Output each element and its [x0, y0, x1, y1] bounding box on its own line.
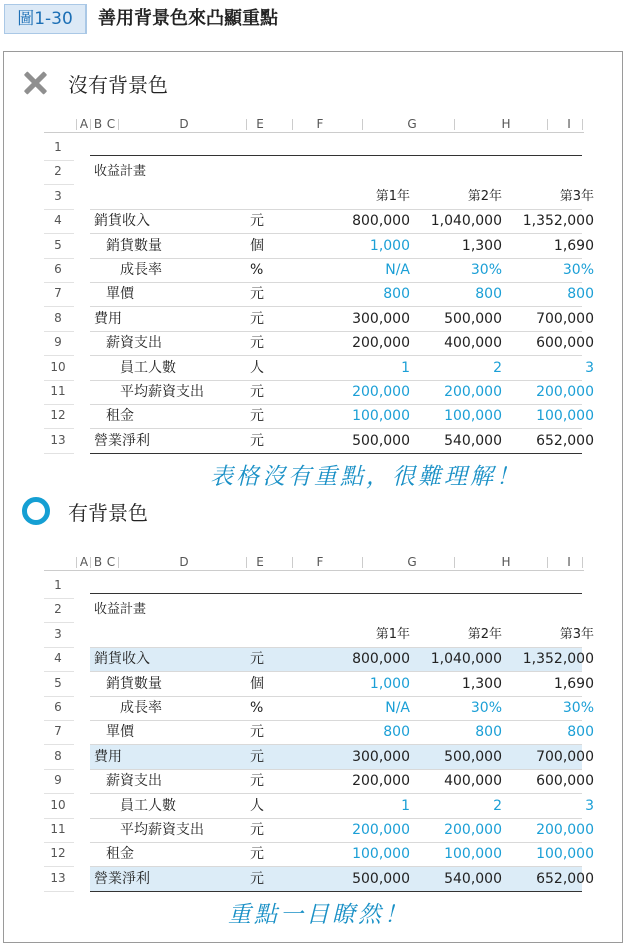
section-no-background-title: 沒有背景色	[68, 72, 168, 97]
row-divider	[90, 647, 582, 648]
table-row	[90, 331, 594, 355]
row-value: 652,000	[536, 432, 594, 449]
year-header: 第3年	[559, 188, 594, 204]
row-value: 1,000	[369, 675, 410, 692]
figure-label: 圖1-30	[4, 4, 86, 34]
column-header-divider	[118, 119, 119, 130]
row-value: 800	[475, 724, 502, 741]
column-header: B	[93, 117, 103, 131]
column-header-bar	[44, 116, 584, 132]
row-value: 500,000	[444, 310, 502, 327]
column-header-divider	[582, 119, 583, 130]
column-header-divider	[362, 557, 363, 568]
row-unit: 個	[250, 675, 264, 692]
column-header-baseline	[44, 570, 584, 571]
row-value: 1,000	[369, 237, 410, 254]
row-gridline	[44, 258, 74, 259]
row-unit: 元	[250, 384, 264, 400]
spreadsheet-plain	[44, 116, 594, 452]
row-value: 1,040,000	[430, 213, 502, 230]
row-label: 費用	[94, 310, 122, 327]
column-header: E	[256, 555, 264, 569]
row-unit: 元	[250, 822, 264, 838]
row-label: 銷貨收入	[94, 213, 150, 230]
row-unit: 元	[250, 846, 264, 863]
row-gridline	[44, 696, 74, 697]
row-unit: 元	[250, 408, 264, 425]
row-unit: 元	[250, 773, 264, 790]
table-row	[90, 647, 594, 671]
row-gridline	[44, 209, 74, 210]
row-label: 薪資支出	[106, 773, 162, 790]
row-value: 1,690	[553, 675, 594, 692]
row-unit: %	[250, 700, 264, 716]
row-number: 2	[54, 164, 62, 179]
row-gridline	[44, 818, 74, 819]
row-value: 800	[475, 286, 502, 303]
row-number: 9	[54, 773, 62, 788]
row-gridline	[44, 282, 74, 283]
table-top-rule	[90, 155, 582, 156]
column-header-divider	[76, 119, 77, 130]
table-row	[90, 696, 594, 720]
year-header: 第1年	[375, 626, 410, 642]
row-gridline	[44, 866, 74, 867]
row-value: 30%	[470, 262, 502, 278]
row-gridline	[44, 233, 74, 234]
row-label: 租金	[106, 846, 134, 863]
row-value: 500,000	[352, 870, 410, 887]
row-value: 100,000	[536, 846, 594, 863]
row-number: 2	[54, 602, 62, 617]
row-number: 13	[50, 870, 66, 885]
year-header: 第3年	[559, 626, 594, 642]
table-row	[90, 234, 594, 258]
row-value: 1,690	[553, 237, 594, 254]
row-value: N/A	[385, 262, 410, 278]
table-row	[90, 404, 594, 428]
row-unit: 元	[250, 651, 264, 668]
table-row	[90, 356, 594, 380]
row-gridline	[44, 671, 74, 672]
row-number: 8	[54, 310, 62, 325]
row-divider	[90, 209, 582, 210]
row-value: 800	[383, 724, 410, 741]
column-header: E	[256, 117, 264, 131]
row-value: 200,000	[352, 773, 410, 790]
row-value: 800	[567, 286, 594, 303]
row-number: 11	[50, 822, 66, 836]
row-gridline	[44, 160, 74, 161]
table-row	[90, 380, 594, 404]
row-value: 200,000	[444, 822, 502, 838]
table-row	[90, 769, 594, 793]
row-number: 5	[54, 237, 62, 252]
row-number: 3	[54, 626, 62, 641]
row-value: 700,000	[536, 310, 594, 327]
row-gridline	[44, 331, 74, 332]
column-header-divider	[90, 557, 91, 568]
table-row	[90, 429, 594, 453]
column-header-bar	[44, 554, 584, 570]
row-gridline	[44, 428, 74, 429]
row-value: 700,000	[536, 748, 594, 765]
column-header-divider	[246, 557, 247, 568]
row-value: 300,000	[352, 310, 410, 327]
row-value: 1,300	[461, 675, 502, 692]
row-unit: 元	[250, 310, 264, 327]
row-label: 單價	[106, 724, 134, 741]
row-value: 2	[493, 797, 502, 814]
row-label: 銷貨數量	[106, 237, 162, 254]
plan-title: 收益計畫	[94, 602, 147, 618]
cross-icon	[22, 70, 48, 96]
row-value: 600,000	[536, 773, 594, 790]
column-header-divider	[582, 557, 583, 568]
column-header-divider	[454, 557, 455, 568]
row-gridline	[44, 793, 74, 794]
row-unit: 元	[250, 432, 264, 449]
table-row	[90, 209, 594, 233]
row-label: 成長率	[120, 700, 162, 716]
column-header-divider	[246, 119, 247, 130]
spreadsheet-banded	[44, 554, 594, 890]
row-value: 540,000	[444, 432, 502, 449]
row-unit: 個	[250, 237, 264, 254]
row-value: 1	[401, 797, 410, 814]
plan-title: 收益計畫	[94, 164, 147, 180]
row-value: 3	[585, 797, 594, 814]
column-header: F	[316, 555, 324, 569]
column-header-divider	[547, 119, 548, 130]
row-number: 4	[54, 651, 62, 666]
row-gridline	[44, 744, 74, 745]
row-value: 1,352,000	[522, 651, 594, 668]
row-label: 營業淨利	[94, 870, 150, 887]
column-header-divider	[454, 119, 455, 130]
row-label: 營業淨利	[94, 432, 150, 449]
row-value: 200,000	[536, 822, 594, 838]
year-header: 第2年	[467, 188, 502, 204]
row-gridline	[44, 891, 74, 892]
row-value: 30%	[562, 700, 594, 716]
row-number: 8	[54, 748, 62, 763]
row-value: 30%	[562, 262, 594, 278]
year-header: 第1年	[375, 188, 410, 204]
row-value: 2	[493, 359, 502, 376]
column-header: F	[316, 117, 324, 131]
column-header: C	[106, 117, 116, 131]
row-label: 薪資支出	[106, 335, 162, 352]
row-value: 100,000	[352, 846, 410, 863]
column-header-divider	[547, 557, 548, 568]
row-value: 500,000	[352, 432, 410, 449]
row-value: 400,000	[444, 773, 502, 790]
row-gridline	[44, 598, 74, 599]
row-value: 1,352,000	[522, 213, 594, 230]
section-with-background-header	[22, 496, 148, 526]
row-value: 500,000	[444, 748, 502, 765]
row-gridline	[44, 720, 74, 721]
row-value: 652,000	[536, 870, 594, 887]
column-header: C	[106, 555, 116, 569]
caption-no-background: 表格沒有重點，很難理解！	[210, 464, 522, 490]
column-header: I	[567, 117, 571, 131]
row-value: 1,300	[461, 237, 502, 254]
column-header: D	[179, 555, 189, 569]
column-header-divider	[292, 119, 293, 130]
row-value: 100,000	[536, 408, 594, 425]
row-label: 費用	[94, 748, 122, 765]
circle-icon	[22, 497, 50, 525]
figure-label-divider	[86, 4, 87, 34]
row-number: 1	[54, 578, 62, 592]
figure-title: 善用背景色來凸顯重點	[98, 8, 278, 29]
section-no-background-header	[22, 68, 168, 98]
section-with-background-title: 有背景色	[68, 500, 148, 525]
row-gridline	[44, 355, 74, 356]
row-number: 4	[54, 213, 62, 228]
row-value: 800	[567, 724, 594, 741]
table-row	[90, 258, 594, 282]
column-header-divider	[90, 119, 91, 130]
row-unit: 人	[250, 797, 264, 814]
row-value: 200,000	[444, 384, 502, 400]
row-value: 800	[383, 286, 410, 303]
row-value: 100,000	[444, 408, 502, 425]
table-row	[90, 282, 594, 306]
table-row	[90, 307, 594, 331]
column-header-divider	[362, 119, 363, 130]
row-number: 13	[50, 432, 66, 447]
row-unit: 元	[250, 335, 264, 352]
row-value: 100,000	[444, 846, 502, 863]
column-header-divider	[292, 557, 293, 568]
table-top-rule	[90, 593, 582, 594]
row-gridline	[44, 453, 74, 454]
row-number: 12	[50, 408, 66, 423]
row-label: 單價	[106, 286, 134, 303]
row-label: 員工人數	[120, 359, 176, 376]
row-unit: 元	[250, 870, 264, 887]
row-number: 6	[54, 262, 62, 276]
table-row	[90, 794, 594, 818]
row-number: 1	[54, 140, 62, 154]
row-number: 7	[54, 724, 62, 739]
row-label: 成長率	[120, 262, 162, 278]
row-gridline	[44, 622, 74, 623]
table-row	[90, 867, 594, 891]
year-header-row	[90, 185, 594, 209]
row-number: 3	[54, 188, 62, 203]
row-unit: 元	[250, 724, 264, 741]
row-value: 800,000	[352, 651, 410, 668]
row-value: 200,000	[352, 384, 410, 400]
row-number: 5	[54, 675, 62, 690]
row-unit: 元	[250, 213, 264, 230]
row-label: 銷貨數量	[106, 675, 162, 692]
row-number: 9	[54, 335, 62, 350]
column-header: I	[567, 555, 571, 569]
row-number: 11	[50, 384, 66, 398]
row-unit: 人	[250, 359, 264, 376]
row-gridline	[44, 404, 74, 405]
year-header: 第2年	[467, 626, 502, 642]
table-bottom-rule	[90, 891, 582, 892]
row-unit: %	[250, 262, 264, 278]
table-row	[90, 720, 594, 744]
column-header-divider	[76, 557, 77, 568]
column-header-divider	[118, 557, 119, 568]
row-value: 3	[585, 359, 594, 376]
column-header: G	[407, 555, 417, 569]
column-header-baseline	[44, 132, 584, 133]
row-gridline	[44, 306, 74, 307]
row-number: 6	[54, 700, 62, 714]
row-value: 800,000	[352, 213, 410, 230]
table-row	[90, 818, 594, 842]
row-number: 10	[50, 797, 66, 812]
table-row	[90, 842, 594, 866]
table-bottom-rule	[90, 453, 582, 454]
plan-title-row	[90, 598, 582, 622]
row-number: 7	[54, 286, 62, 301]
row-value: 1,040,000	[430, 651, 502, 668]
year-header-row	[90, 623, 594, 647]
row-value: 1	[401, 359, 410, 376]
row-gridline	[44, 647, 74, 648]
row-value: 300,000	[352, 748, 410, 765]
column-header: D	[179, 117, 189, 131]
row-number: 12	[50, 846, 66, 861]
row-gridline	[44, 769, 74, 770]
row-value: 600,000	[536, 335, 594, 352]
row-label: 平均薪資支出	[120, 822, 204, 838]
row-value: 200,000	[536, 384, 594, 400]
row-value: N/A	[385, 700, 410, 716]
row-label: 員工人數	[120, 797, 176, 814]
row-value: 30%	[470, 700, 502, 716]
row-label: 銷貨收入	[94, 651, 150, 668]
plan-title-row	[90, 160, 582, 184]
row-label: 租金	[106, 408, 134, 425]
row-number: 10	[50, 359, 66, 374]
row-value: 200,000	[352, 822, 410, 838]
column-header: H	[501, 555, 511, 569]
row-gridline	[44, 184, 74, 185]
row-unit: 元	[250, 748, 264, 765]
row-label: 平均薪資支出	[120, 384, 204, 400]
column-header: H	[501, 117, 511, 131]
row-gridline	[44, 842, 74, 843]
row-gridline	[44, 380, 74, 381]
row-value: 100,000	[352, 408, 410, 425]
caption-with-background: 重點一目瞭然！	[228, 902, 410, 928]
column-header: A	[79, 555, 89, 569]
row-unit: 元	[250, 286, 264, 303]
column-header: G	[407, 117, 417, 131]
column-header: A	[79, 117, 89, 131]
row-value: 540,000	[444, 870, 502, 887]
row-value: 400,000	[444, 335, 502, 352]
table-row	[90, 745, 594, 769]
row-value: 200,000	[352, 335, 410, 352]
column-header: B	[93, 555, 103, 569]
table-row	[90, 672, 594, 696]
